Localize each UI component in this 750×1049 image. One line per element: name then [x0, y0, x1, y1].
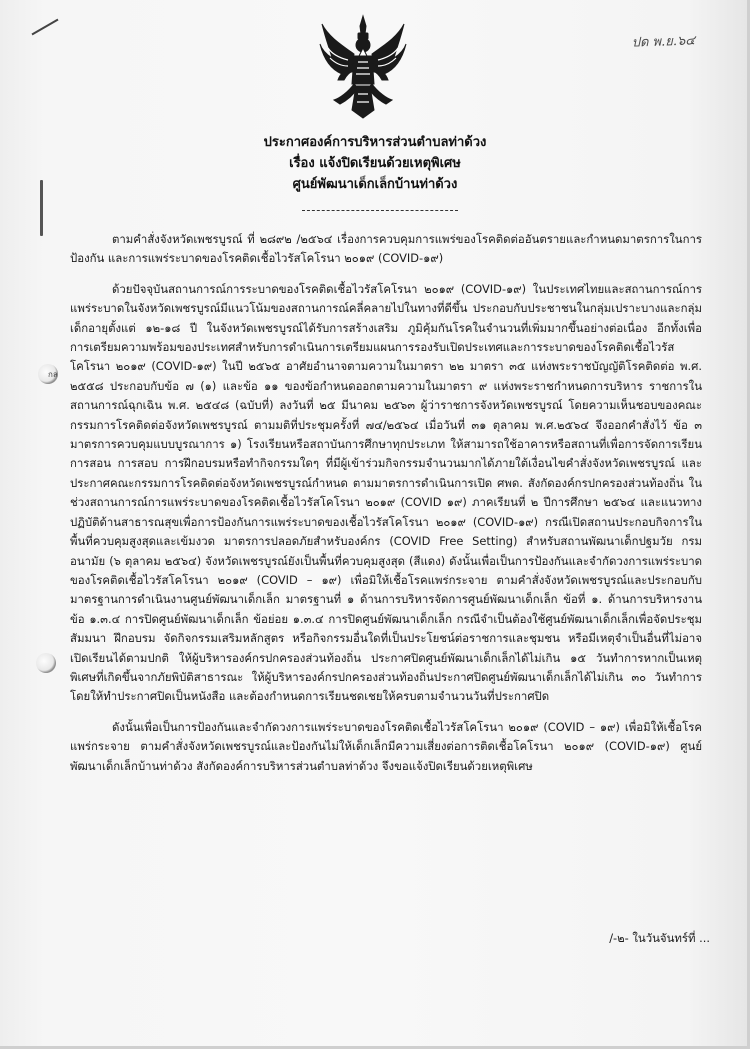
announcement-header [150, 132, 600, 195]
punch-hole-icon [36, 653, 56, 673]
margin-pen-line [40, 180, 43, 236]
announcement-body [70, 230, 702, 787]
pen-mark [32, 19, 59, 36]
paragraph-closure-notice: ดังนั้นเพื่อเป็นการป้องกันและจำกัดวงการแพร่ระบาดของโรคติดเชื้อไวรัสโคโรนา ๒๐๑๙ (COVID – ๑๙) เพื่อมิให้เชื้อโรคแพร่กระจาย ตามคำสั่งจังหวัดเพชรบูรณ์และป้องกันไม่ให้เด็กเล็กมีความเสี่ยงต่อการติดเชื้อโคโรนา ๒๐๑๙ (COVID-๑๙) ศูนย์พัฒนาเด็กเล็กบ้านท่าด้วง สังกัดองค์การบริหารส่วนตำบลท่าด้วง จึงขอแจ้งปิดเรียนด้วยเหตุพิเศษ [70, 719, 702, 773]
announcement-center-name: ศูนย์พัฒนาเด็กเล็กบ้านท่าด้วง [292, 177, 458, 192]
paragraph-situation-and-measures: ด้วยปัจจุบันสถานการณ์การระบาดของโรคติดเชื้อไวรัสโคโรนา ๒๐๑๙ (COVID-๑๙) ในประเทศไทยและสถานการณ์การแพร่ระบาดในจังหวัดเพชรบูรณ์มีแนวโน้มของสถานการณ์คลี่คลายไปในทางที่ดีขึ้น ประกอบกับประชาชนในกลุ่มเปราะบางและกลุ่มเด็กอายุตั้งแต่ ๑๒-๑๘ ปี ในจังหวัดเพชรบูรณ์ได้รับการสร้างเสริม ภูมิคุ้มกันโรคในจำนวนที่เพิ่มมากขึ้นอย่างต่อเนื่อง อีกทั้งเพื่อการเตรียมความพร้อมของประเทศสำหรับการดำเนินการเตรียมแผนการรองรับเปิดประเทศและการระบาดของโรคติดเชื้อไวรัสโคโรนา ๒๐๑๙ (COVID-๑๙) ในปี ๒๕๖๕ อาศัยอำนาจตามความในมาตรา ๒๒ มาตรา ๓๕ แห่งพระราชบัญญัติโรคติดต่อ พ.ศ. ๒๕๕๘ ประกอบกับข้อ ๗ (๑) และข้อ ๑๑ ของข้อกำหนดออกตามความในมาตรา ๙ แห่งพระราชกำหนดการบริหาร ราชการในสถานการณ์ฉุกเฉิน พ.ศ. ๒๕๔๘ (ฉบับที่) ลงวันที่ ๒๕ มีนาคม ๒๕๖๓ ผู้ว่าราชการจังหวัดเพชรบูรณ์ โดยความเห็นชอบของคณะกรรมการโรคติดต่อจังหวัดเพชรบูรณ์ ตามมติที่ประชุมครั้งที่ ๗๔/๒๕๖๔ เมื่อวันที่ ๓๑ ตุลาคม พ.ศ.๒๕๖๔ จึงออกคำสั่งไว้ ข้อ ๓ มาตรการควบคุมแบบบูรณาการ ๑) โรงเรียนหรือสถาบันการศึกษาทุกประเภท ให้สามารถใช้อาคารหรือสถานที่เพื่อการจัดการเรียนการสอน การสอบ การฝึกอบรมหรือทำกิจกรรมใดๆ ที่มีผู้เข้าร่วมกิจกรรมจำนวนมากได้ภายใต้เงื่อนไขคำสั่งจังหวัดเพชรบูรณ์ และประกาศคณะกรรมการโรคติดต่อจังหวัดเพชรบูรณ์กำหนด ตามมาตรการดำเนินการเปิด ศพด. สังกัดองค์กรปกครองส่วนท้องถิ่น ในช่วงสถานการณ์การแพร่ระบาดของโรคติดเชื้อไวรัสโคโรนา ๒๐๑๙ (COVID ๑๙) ภาคเรียนที่ ๒ ปีการศึกษา ๒๕๖๔ และแนวทางปฏิบัติด้านสาธารณสุขเพื่อการป้องกันการแพร่ระบาดของเชื้อไวรัสโคโรนา ๒๐๑๙ (COVID-๑๙) กรณีเปิดสถานประกอบกิจการในพื้นที่ควบคุมสูงสุดและเข้มงวด มาตรการปลอดภัยสำหรับองค์กร (COVID Free Setting) สำหรับสถานพัฒนาเด็กปฐมวัย กรมอนามัย (๖ ตุลาคม ๒๕๖๔) จังหวัดเพชรบูรณ์ยังเป็นพื้นที่ควบคุมสูงสุด (สีแดง) ดังนั้นเพื่อเป็นการป้องกันและจำกัดวงการแพร่ระบาดของโรคติดเชื้อไวรัสโคโรนา ๒๐๑๙ (COVID – ๑๙) เพื่อมิให้เชื้อโรคแพร่กระจาย ตามคำสั่งจังหวัดเพชรบูรณ์และประกอบกับมาตรฐานการดำเนินงานศูนย์พัฒนาเด็กเล็ก มาตรฐานที่ ๑ ด้านการบริหารจัดการศูนย์พัฒนาเด็กเล็ก ข้อที่ ๑. ด้านการบริหารงาน ข้อ ๑.๓.๔ การปิดศูนย์พัฒนาเด็กเล็ก ข้อย่อย ๑.๓.๔ การปิดศูนย์พัฒนาเด็กเล็ก กรณีจำเป็นต้องใช้ศูนย์พัฒนาเด็กเล็กเพื่อจัดประชุม สัมมนา ฝึกอบรม จัดกิจกรรมเสริมหลักสูตร หรือกิจกรรมอื่นใดที่เป็นประโยชน์ต่อราชการและชุมชน หรือมีเหตุจำเป็นอื่นที่ไม่อาจเปิดเรียนได้ตามปกติ ให้ผู้บริหารองค์กรปกครองส่วนท้องถิ่น ประกาศปิดศูนย์พัฒนาเด็กเล็กได้ไม่เกิน ๑๕ วันทำการหากเป็นเหตุพิเศษที่เกิดขึ้นจากภัยพิบัติสาธารณะ ให้ผู้บริหารองค์กรปกครองส่วนท้องถิ่นประกาศปิดศูนย์พัฒนาเด็กเล็กได้ไม่เกิน ๓๐ วันทำการ โดยให้ทำประกาศปิดเป็นหนังสือ และต้องกำหนดการเรียนชดเชยให้ครบตามจำนวนวันที่ประกาศปิด [70, 281, 702, 704]
announcement-subject: เรื่อง แจ้งปิดเรียนด้วยเหตุพิเศษ [289, 156, 461, 171]
punch-hole-label: กล [48, 370, 58, 379]
paragraph-reference-order: ตามคำสั่งจังหวัดเพชรบูรณ์ ที่ ๒๘๙๒ /๒๕๖๔ เรื่องการควบคุมการแพร่ของโรคติดต่ออันตรายและกำหนดมาตรการในการป้องกัน และการแพร่ระบาดของโรคติดเชื้อไวรัสโคโรนา ๒๐๑๙ (COVID-๑๙) [70, 232, 702, 266]
issuing-authority-title: ประกาศองค์การบริหารส่วนตำบลท่าด้วง [263, 135, 487, 150]
header-divider [302, 210, 458, 211]
margin-handwritten-note: ปด พ.ย.๖๔ [631, 33, 696, 51]
page-continuation-marker: /-๒- ในวันจันทร์ที่ ... [609, 931, 710, 945]
garuda-emblem-icon [318, 14, 408, 124]
